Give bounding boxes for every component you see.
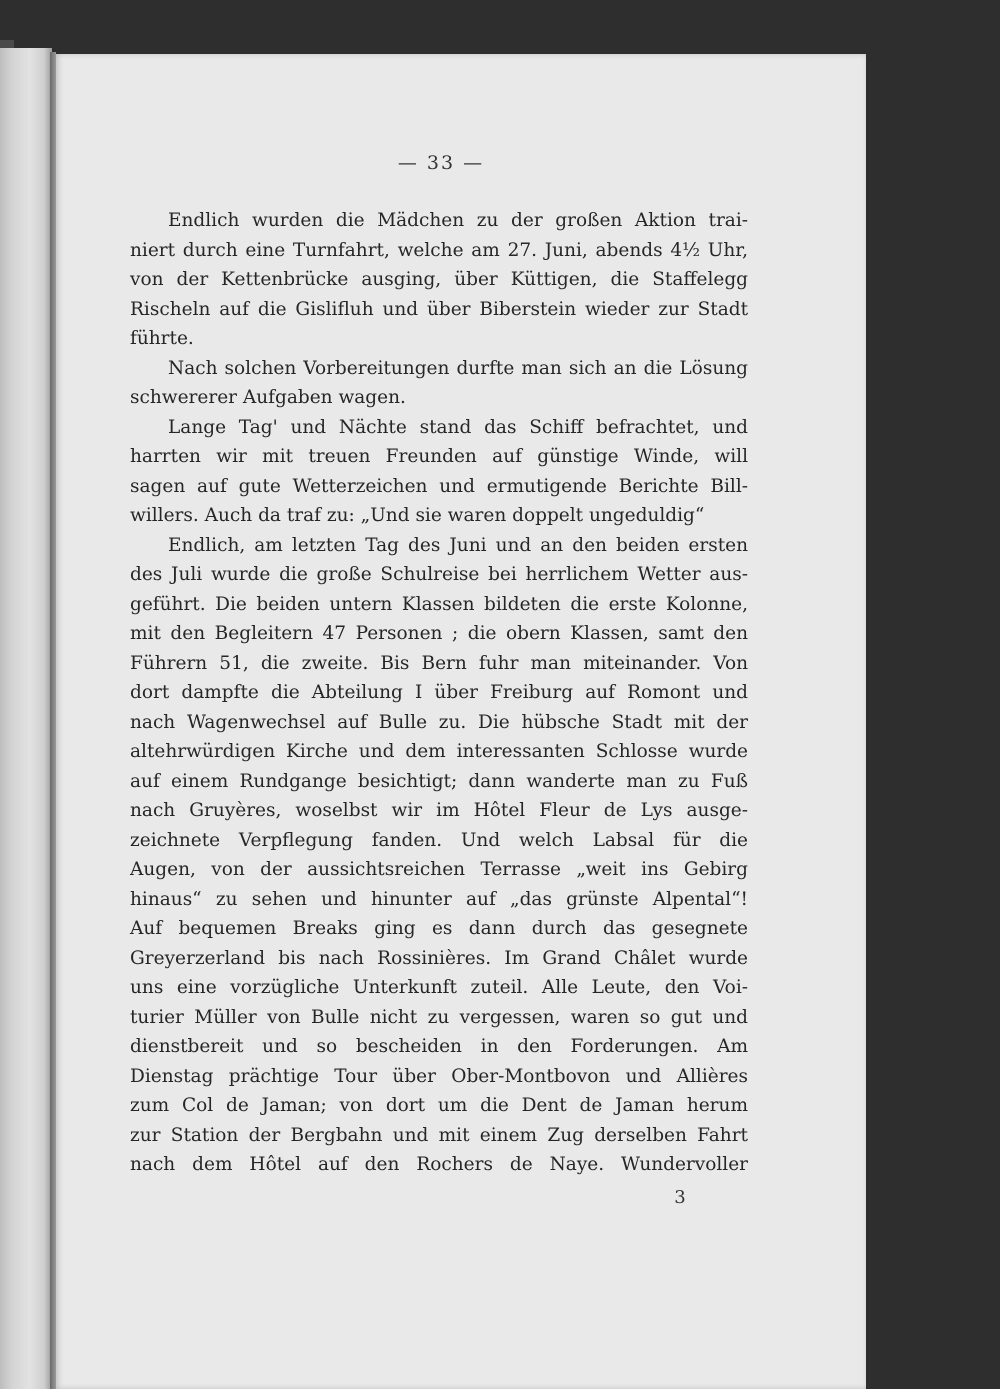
text-line: turier Müller von Bulle nicht zu vergessen, waren so gut und	[130, 1006, 748, 1028]
text-line: dienstbereit und so bescheiden in den Forderungen. Am	[130, 1036, 748, 1057]
text-line: nach dem Hôtel auf den Rochers de Naye. Wundervoller	[130, 1154, 748, 1175]
text-line: Greyerzerland bis nach Rossinières. Im Grand Châlet wurde	[130, 947, 748, 969]
text-line: führte.	[130, 328, 194, 349]
text-line: auf einem Rundgange besichtigt; dann wanderte man zu Fuß	[130, 770, 748, 792]
text-line: nach Gruyères, woselbst wir im Hôtel Fleur de Lys ausge-	[130, 800, 748, 821]
text-line: hinaus“ zu sehen und hinunter auf „das grünste Alpental“!	[130, 888, 748, 910]
facing-page-edge	[0, 48, 52, 1389]
text-line: harrten wir mit treuen Freunden auf günstige Winde, will	[130, 446, 748, 467]
text-line: Dienstag prächtige Tour über Ober-Montbovon und Allières	[130, 1065, 748, 1087]
text-line: uns eine vorzügliche Unterkunft zuteil. Alle Leute, den Voi-	[130, 977, 748, 998]
text-line: nach Wagenwechsel auf Bulle zu. Die hübsche Stadt mit der	[130, 711, 748, 733]
text-line: altehrwürdigen Kirche und dem interessanten Schlosse wurde	[130, 741, 748, 762]
body-text	[130, 206, 748, 1180]
text-line: Lange Tag' und Nächte stand das Schiff befrachtet, und	[168, 416, 748, 438]
text-line: Endlich wurden die Mädchen zu der großen Aktion trai-	[168, 210, 748, 231]
text-line: schwererer Aufgaben wagen.	[130, 387, 406, 408]
text-line: zum Col de Jaman; von dort um die Dent de Jaman herum	[130, 1095, 748, 1116]
text-line: Rischeln auf die Gislifluh und über Biberstein wieder zur Stadt	[130, 298, 748, 320]
signature-mark: 3	[674, 1187, 686, 1208]
text-line: Augen, von der aussichtsreichen Terrasse „weit ins Gebirg	[130, 859, 748, 880]
text-line: Nach solchen Vorbereitungen durfte man sich an die Lösung	[168, 357, 748, 379]
text-line: Führern 51, die zweite. Bis Bern fuhr man miteinander. Von	[130, 652, 748, 674]
page-number: — 33 —	[397, 152, 485, 174]
text-line: niert durch eine Turnfahrt, welche am 27. Juni, abends 4½ Uhr,	[130, 239, 748, 261]
text-line: Endlich, am letzten Tag des Juni und an den beiden ersten	[168, 534, 748, 556]
text-line: des Juli wurde die große Schulreise bei herrlichem Wetter aus-	[130, 564, 748, 585]
text-line: Auf bequemen Breaks ging es dann durch das gesegnete	[130, 918, 748, 939]
text-line: von der Kettenbrücke ausging, über Küttigen, die Staffelegg	[130, 269, 748, 290]
text-line: zur Station der Bergbahn und mit einem Zug derselben Fahrt	[130, 1124, 748, 1146]
text-line: dort dampfte die Abteilung I über Freiburg auf Romont und	[130, 682, 748, 703]
text-line: sagen auf gute Wetterzeichen und ermutigende Berichte Bill-	[130, 475, 748, 497]
text-line: zeichnete Verpflegung fanden. Und welch Labsal für die	[130, 829, 748, 851]
text-line: geführt. Die beiden untern Klassen bildeten die erste Kolonne,	[130, 593, 748, 615]
text-line: willers. Auch da traf zu: „Und sie waren doppelt ungeduldig“	[130, 505, 705, 526]
text-line: mit den Begleitern 47 Personen ; die obern Klassen, samt den	[130, 623, 748, 644]
